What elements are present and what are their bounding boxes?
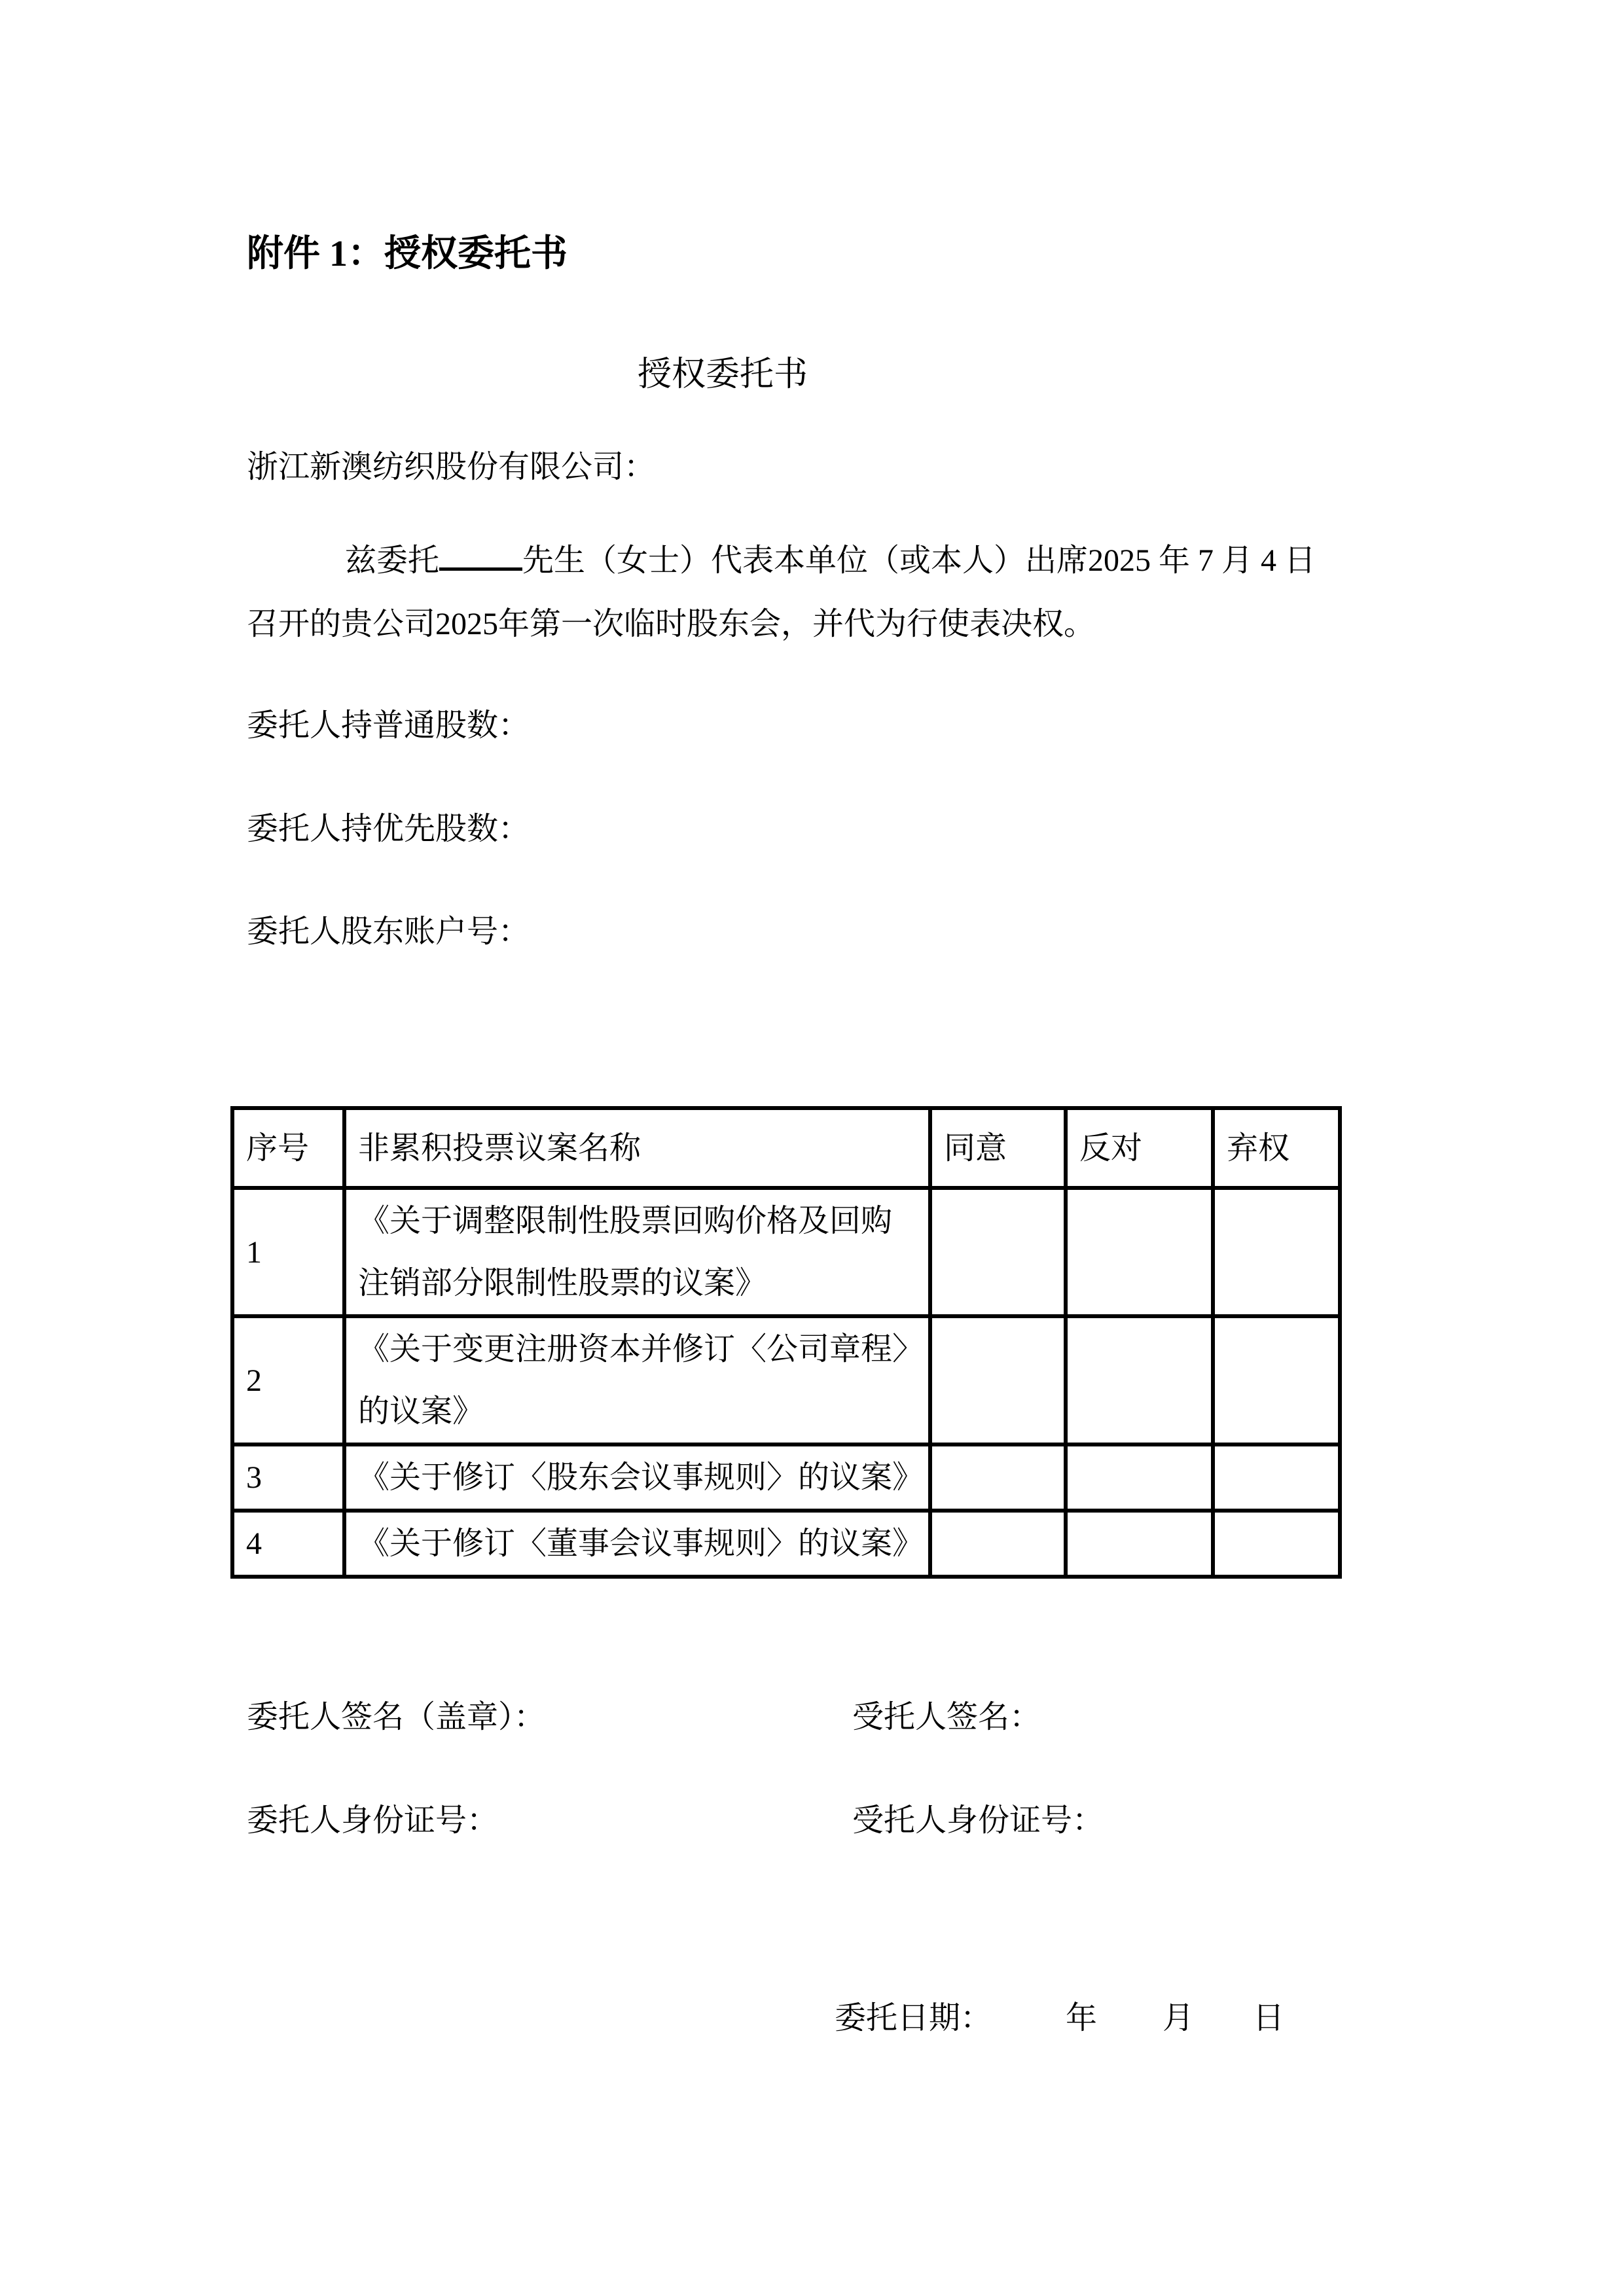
- header-oppose: 反对: [1066, 1108, 1213, 1188]
- row4-abstain-cell: [1213, 1511, 1340, 1577]
- table-row: [232, 1316, 1340, 1444]
- row3-oppose-cell: [1066, 1444, 1213, 1511]
- row1-seq: 1: [232, 1188, 344, 1316]
- preferred-shares-line: 委托人持优先股数：: [247, 812, 530, 846]
- salutation-line: 浙江新澳纺织股份有限公司：: [247, 450, 656, 484]
- agent-signature-label: 受托人签名：: [852, 1700, 1041, 1734]
- date-label: 委托日期：: [835, 2001, 992, 2036]
- row4-seq: 4: [232, 1511, 344, 1577]
- id-number-row: [247, 1804, 1360, 1839]
- row1-proposal-name: 《关于调整限制性股票回购价格及回购 注销部分限制性股票的议案》: [344, 1188, 930, 1316]
- entrust-paragraph-line2: 召开的贵公司2025年第一次临时股东会，并代为行使表决权。: [247, 607, 1096, 641]
- date-line: [835, 2001, 1284, 2036]
- header-seq: 序号: [232, 1108, 344, 1188]
- header-abstain: 弃权: [1213, 1108, 1340, 1188]
- date-month-label: 月: [1163, 2001, 1195, 2036]
- table-row: [232, 1188, 1340, 1316]
- date-day-label: 日: [1253, 2001, 1285, 2036]
- row4-oppose-cell: [1066, 1511, 1213, 1577]
- attachment-title: 附件 1：授权委托书: [247, 234, 568, 274]
- row2-agree-cell: [930, 1316, 1066, 1444]
- row2-abstain-cell: [1213, 1316, 1340, 1444]
- row1-abstain-cell: [1213, 1188, 1340, 1316]
- entrust-suffix: 先生（女士）代表本单位（或本人）出席2025 年 7 月 4 日: [522, 543, 1316, 578]
- row4-proposal-name: 《关于修订〈董事会议事规则〉的议案》: [344, 1511, 930, 1577]
- row2-seq: 2: [232, 1316, 344, 1444]
- row1-agree-cell: [930, 1188, 1066, 1316]
- header-proposal-name: 非累积投票议案名称: [344, 1108, 930, 1188]
- doc-title: 授权委托书: [638, 356, 808, 393]
- header-agree: 同意: [930, 1108, 1066, 1188]
- row2-oppose-cell: [1066, 1316, 1213, 1444]
- row3-seq: 3: [232, 1444, 344, 1511]
- agent-id-label: 受托人身份证号：: [852, 1803, 1104, 1838]
- shareholder-account-line: 委托人股东账户号：: [247, 914, 530, 949]
- row4-agree-cell: [930, 1511, 1066, 1577]
- row1-oppose-cell: [1066, 1188, 1213, 1316]
- table-row: [232, 1444, 1340, 1511]
- row3-proposal-name: 《关于修订〈股东会议事规则〉的议案》: [344, 1444, 930, 1511]
- entrust-prefix: 兹委托: [345, 543, 440, 578]
- principal-signature-label: 委托人签名（盖章）：: [247, 1700, 546, 1734]
- entrust-paragraph-line1: [345, 542, 1316, 579]
- date-year-label: 年: [1066, 2001, 1098, 2036]
- signature-row: [247, 1700, 1360, 1735]
- proxy-name-blank: [439, 542, 522, 571]
- voting-table-header-row: [232, 1108, 1340, 1188]
- row3-agree-cell: [930, 1444, 1066, 1511]
- row2-proposal-name: 《关于变更注册资本并修订〈公司章程〉 的议案》: [344, 1316, 930, 1444]
- ordinary-shares-line: 委托人持普通股数：: [247, 708, 530, 743]
- principal-id-label: 委托人身份证号：: [247, 1803, 499, 1838]
- table-row: [232, 1511, 1340, 1577]
- voting-table: [230, 1106, 1342, 1579]
- row3-abstain-cell: [1213, 1444, 1340, 1511]
